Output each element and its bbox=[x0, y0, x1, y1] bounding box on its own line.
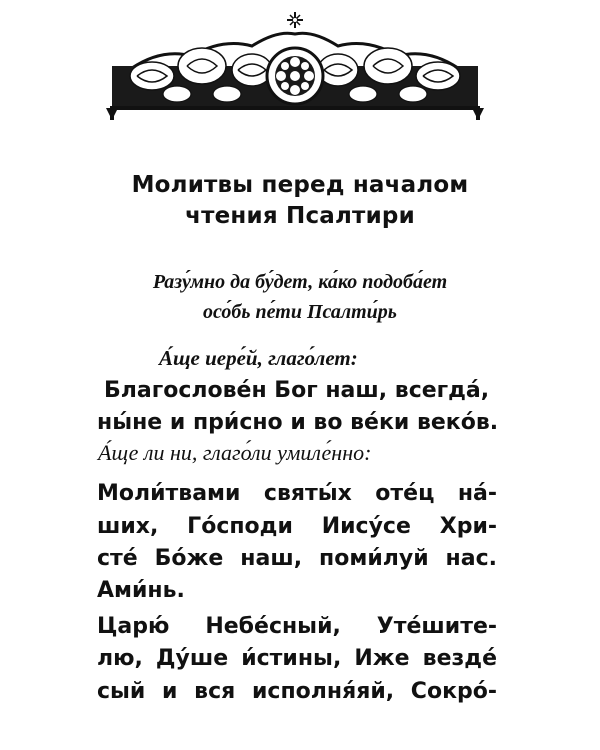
prayer-line-1: Моли́твами святы́х оте́ц на́- bbox=[97, 481, 497, 506]
instruction-note-line-2: осо́бь пе́ти Псалти́рь bbox=[203, 301, 397, 323]
heading-line-1: Молитвы перед началом bbox=[131, 172, 469, 198]
prayer-line-2: ших, Го́споди Иису́се Хри- bbox=[97, 514, 497, 539]
rubric-layperson: А́ще ли ни, глаго́ли умиле́нно: bbox=[98, 440, 372, 465]
star-icon bbox=[287, 12, 303, 28]
blessing-line-1: Благослове́н Бог наш, всегда́, bbox=[104, 378, 490, 403]
king-prayer-line-3: сый и вся исполня́яй, Сокро́- bbox=[97, 679, 497, 704]
king-prayer-line-1: Царю́ Небе́сный, Уте́шите- bbox=[97, 614, 497, 639]
rubric-priest: А́ще иере́й, глаго́лет: bbox=[159, 346, 358, 370]
prayer-line-3: сте́ Бо́же наш, поми́луй нас. bbox=[97, 546, 497, 571]
prayer-line-4: Ами́нь. bbox=[97, 578, 185, 603]
heading-line-2: чтения Псалтири bbox=[185, 203, 415, 229]
blessing-line-2: ны́не и при́сно и во ве́ки веко́в. bbox=[97, 410, 499, 435]
instruction-note-line-1: Разу́мно да бу́дет, ка́ко подоба́ет bbox=[152, 271, 448, 293]
decorative-headpiece-ornament bbox=[92, 8, 498, 120]
king-prayer-line-2: лю, Ду́ше и́стины, Иже везде́ bbox=[97, 646, 497, 671]
